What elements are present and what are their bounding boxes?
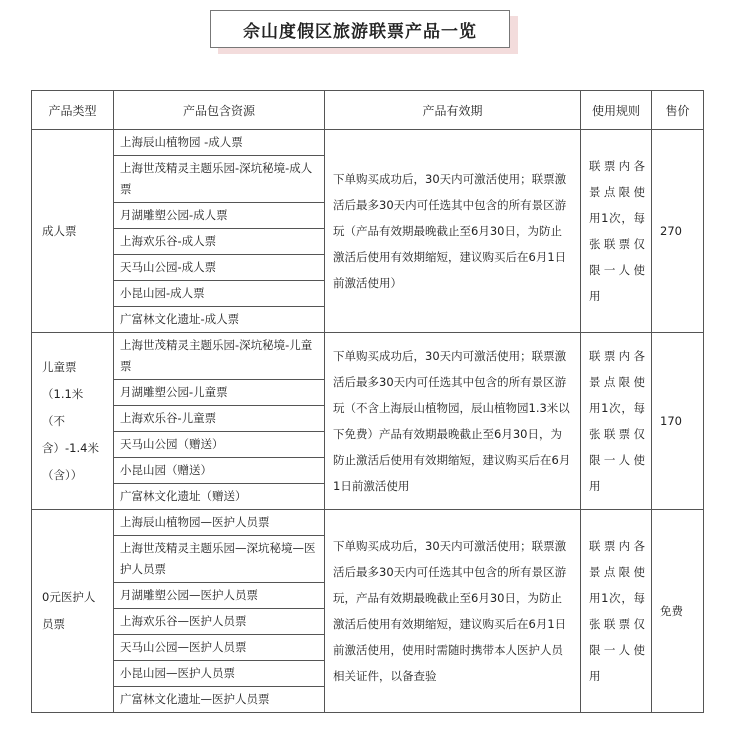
header-validity: 产品有效期: [325, 91, 581, 130]
resource-item: 天马山公园-成人票: [114, 255, 325, 281]
product-type: 成人票: [32, 130, 114, 333]
resource-item: 上海欢乐谷—医护人员票: [114, 609, 325, 635]
resource-item: 上海世茂精灵主题乐园—深坑秘境—医护人员票: [114, 536, 325, 583]
usage-rule: 联票内各景点限使用1次，每张联票仅限一人使用: [581, 333, 652, 510]
resource-item: 月湖雕塑公园-儿童票: [114, 380, 325, 406]
table-row: [32, 130, 704, 156]
validity-text: 下单购买成功后，30天内可激活使用；联票激活后最多30天内可任选其中包含的所有景区游玩（不含上海辰山植物园，辰山植物园1.3米以下免费）产品有效期最晚截止至6月30日，为防止激活后使用有效期缩短，建议购买后在6月1日前激活使用: [325, 333, 581, 510]
resource-item: 小昆山园（赠送）: [114, 458, 325, 484]
price: 免费: [652, 510, 704, 713]
header-rules: 使用规则: [581, 91, 652, 130]
validity-text: 下单购买成功后，30天内可激活使用；联票激活后最多30天内可任选其中包含的所有景区游玩（产品有效期最晚截止至6月30日，为防止激活后使用有效期缩短，建议购买后在6月1日前激活使用）: [325, 130, 581, 333]
resource-item: 广富林文化遗址-成人票: [114, 307, 325, 333]
product-type: 儿童票（1.1米（不含）-1.4米（含））: [32, 333, 114, 510]
usage-rule: 联票内各景点限使用1次，每张联票仅限一人使用: [581, 130, 652, 333]
resource-item: 上海世茂精灵主题乐园-深坑秘境-成人票: [114, 156, 325, 203]
product-table: [31, 90, 704, 713]
resource-item: 上海辰山植物园 -成人票: [114, 130, 325, 156]
resource-item: 月湖雕塑公园—医护人员票: [114, 583, 325, 609]
resource-item: 上海欢乐谷-儿童票: [114, 406, 325, 432]
resource-item: 广富林文化遗址（赠送）: [114, 484, 325, 510]
validity-text: 下单购买成功后，30天内可激活使用；联票激活后最多30天内可任选其中包含的所有景区游玩，产品有效期最晚截止至6月30日，为防止激活后使用有效期缩短，建议购买后在6月1日前激活使用，使用时需随时携带本人医护人员相关证件，以备查验: [325, 510, 581, 713]
resource-item: 小昆山园—医护人员票: [114, 661, 325, 687]
resource-item: 天马山公园（赠送）: [114, 432, 325, 458]
table-header-row: [32, 91, 704, 130]
resource-item: 广富林文化遗址—医护人员票: [114, 687, 325, 713]
resource-item: 天马山公园—医护人员票: [114, 635, 325, 661]
resource-item: 小昆山园-成人票: [114, 281, 325, 307]
price: 270: [652, 130, 704, 333]
resource-item: 上海世茂精灵主题乐园-深坑秘境-儿童票: [114, 333, 325, 380]
page-title: 佘山度假区旅游联票产品一览: [210, 10, 510, 48]
resource-item: 上海辰山植物园—医护人员票: [114, 510, 325, 536]
usage-rule: 联票内各景点限使用1次，每张联票仅限一人使用: [581, 510, 652, 713]
resource-item: 上海欢乐谷-成人票: [114, 229, 325, 255]
product-type: 0元医护人员票: [32, 510, 114, 713]
table-row: [32, 510, 704, 536]
table-row: [32, 333, 704, 380]
header-product-type: 产品类型: [32, 91, 114, 130]
header-resources: 产品包含资源: [114, 91, 325, 130]
price: 170: [652, 333, 704, 510]
header-price: 售价: [652, 91, 704, 130]
title-banner: [210, 10, 518, 54]
resource-item: 月湖雕塑公园-成人票: [114, 203, 325, 229]
